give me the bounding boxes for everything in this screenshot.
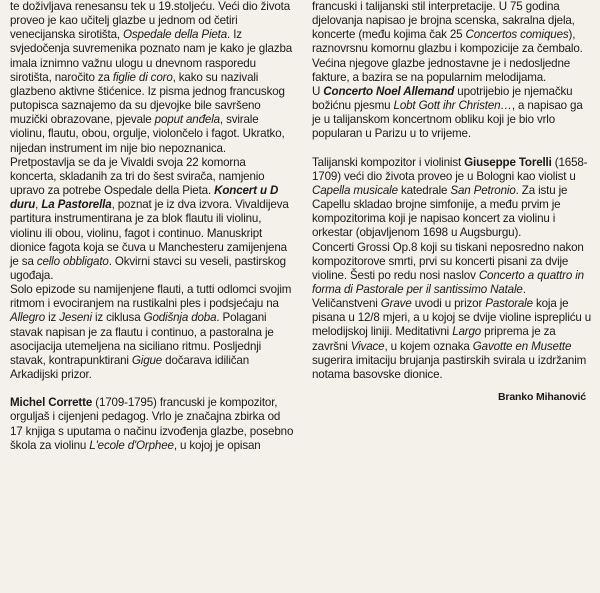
pastorella-solo-paragraph [10,283,294,382]
text-run: (1658-1709) veći dio života proveo je u Bologni kao violist u [312,155,588,183]
italic-text: Pastorale [485,297,533,311]
bold-text: Giuseppe Torelli [464,155,552,169]
italic-text: Gavotte en Musette [472,339,572,353]
text-run: , a napisao ga je u talijanskom koncertnom obliku koji je bio vrlo popularan u Parizu u to vrijeme. [312,99,583,141]
text-run: ), raznovrsnu komornu glazbu i kompozicije za čembalo. Većina njegove glazbe jednostavne je i nedosljedne fakture, a bazira se na popularnim melodijama. [312,28,583,84]
torelli-paragraph [312,156,592,241]
text-run: dočarava idiličan Arkadijski prizor. [10,353,249,382]
text-run: iz [45,311,60,325]
italic-text: Grave [380,297,412,311]
italic-text: figlie di coro [112,70,173,84]
text-run: , u kojoj je opisan [173,438,261,452]
italic-text: Capella musicale [312,183,398,197]
italic-text: Gigue [131,353,163,367]
text-run: francuski i talijanski stil interpretacije. U 75 godina djelovanja napisao je brojna scenska, sakralna djela, koncerte (među kojima čak 25 [312,0,575,42]
italic-text: Lobt Gott ihr Christen… [393,99,512,113]
text-run: upotrijebio je njemačku božićnu pjesmu [312,84,573,113]
text-run: sugerira imitaciju brujanja pastirskih svirala u izdržanim notama basovske dionice. [312,353,587,381]
text-run: te doživljava renesansu tek u 19.stoljeću. Veći dio života proveo je kao učitelj glazbe u jednom od četiri venecijanska sirotišta, [10,0,291,42]
right-column [312,0,592,404]
text-run: pripremа je za završni [312,325,556,353]
text-run: , poznat je iz dva izvora. Vivaldijeva partitura instrumentirana je za blok flautu ili violinu, violinu ili obou, violinu, fagot i continuo. Manuskript dionice fagota koja se čuva u Manchesteru zamijenjena je sa [10,198,289,268]
italic-text: Allegro [10,311,46,325]
left-column [10,0,294,453]
text-run: , [35,198,42,212]
text-run: . Polagani stavak napisan je za flautu i continuo, a pastoralna je asocijacija utemeljena na siciliano ritmu. Posljednji stavak, kontrapunktirani [10,311,274,367]
noel-allemand-paragraph [312,85,592,142]
italic-text: poput anđela [154,113,220,127]
corrette-paragraph [10,396,294,453]
italic-text: Godišnja doba [143,311,217,325]
text-run: Concerti Grossi Op.8 koji su tiskani neposredno nakon kompozitorove smrti, prvi su koncerti pisani za dvije violine. Šesti po redu nosi naslov [312,240,584,282]
text-run: uvodi u prizor [411,297,486,311]
text-run: (1709-1795) francuski je kompozitor, orguljaš i cijenjeni pedagog. Vrlo je značajna zbirka od 17 knjiga s uputama o načinu izvođenja glazbe, posebno škola za violinu [10,396,294,452]
text-run: Solo epizode su namijenjene flauti, a tutti odlomci svojim ritmom i evociranjem na rustikalni ples i podsjećaju na [10,283,292,311]
text-run: . Iz svjedočenja suvremenika poznato nam je kako je glazba imala iznimno važnu ulogu u dnevnom rasporedu sirotišta, naročito za [10,28,293,84]
text-run: iz ciklusa [91,311,144,325]
bold-italic-text: La Pastorella [41,198,112,212]
text-run: , u kojem oznaka [384,339,473,353]
italic-text: Jeseni [59,311,92,325]
italic-text: Largo [452,325,482,339]
text-run: . Veličanstveni [312,282,526,311]
text-run: Talijanski kompozitor i violinist [312,155,465,169]
italic-text: Concerto a quattro in forma di Pastorale per il santissimo Natale [312,268,584,296]
italic-text: San Petronio [450,183,516,197]
text-run: . Za istu je Capellu skladao brojne simfonije, a među prvim je kompozitorima koji je napisao koncert za violinu i orkestar (objavljenom 1698 u Augsburgu). [312,183,568,240]
text-run: , svirale violinu, flautu, obou, orgulje, violončelo i fagot. Ukratko, nijedan instrument im nije bio nepoznanica. Pretpostavlja se da je Vivaldi svoja 22 komorna koncerta, skladanih za tri do šest svirača, namjenio upravo za potrebe Ospedale della Pieta. [10,113,285,198]
italic-text: Concertos comiques [465,28,569,42]
text-run: , kako su nazivali glazbeno aktivne štićenice. Iz pisma jednog francuskog putopisca saznajemo da su djevojke bile savršeno muzički obrazovane, pjevale [10,70,285,127]
concerti-grossi-paragraph [312,241,592,383]
bold-italic-text: Concerto Noel Allemand [323,84,455,98]
bold-italic-text: Koncert u D duru [10,184,279,212]
vivaldi-paragraph [10,0,294,283]
italic-text: L'ecole d'Orphee [89,438,174,452]
italic-text: Ospedale della Pieta [123,28,228,42]
corrette-continued-paragraph [312,0,592,85]
author-signature: Branko Mihanović [497,391,586,404]
bold-text: Michel Corrette [10,396,93,410]
italic-text: cello obbligato [36,254,109,268]
text-run: koja je pisana u 12/8 mjeri, a u kojoj se dvije violine isprepliću u melodijskoj liniji. Meditativni [312,297,592,339]
italic-text: Vivace [350,339,385,353]
text-run: katedrale [397,183,451,197]
text-run: U [312,84,324,98]
text-run: . Okvirni stavci su veseli, pastirskog ugođaja. [10,254,286,282]
